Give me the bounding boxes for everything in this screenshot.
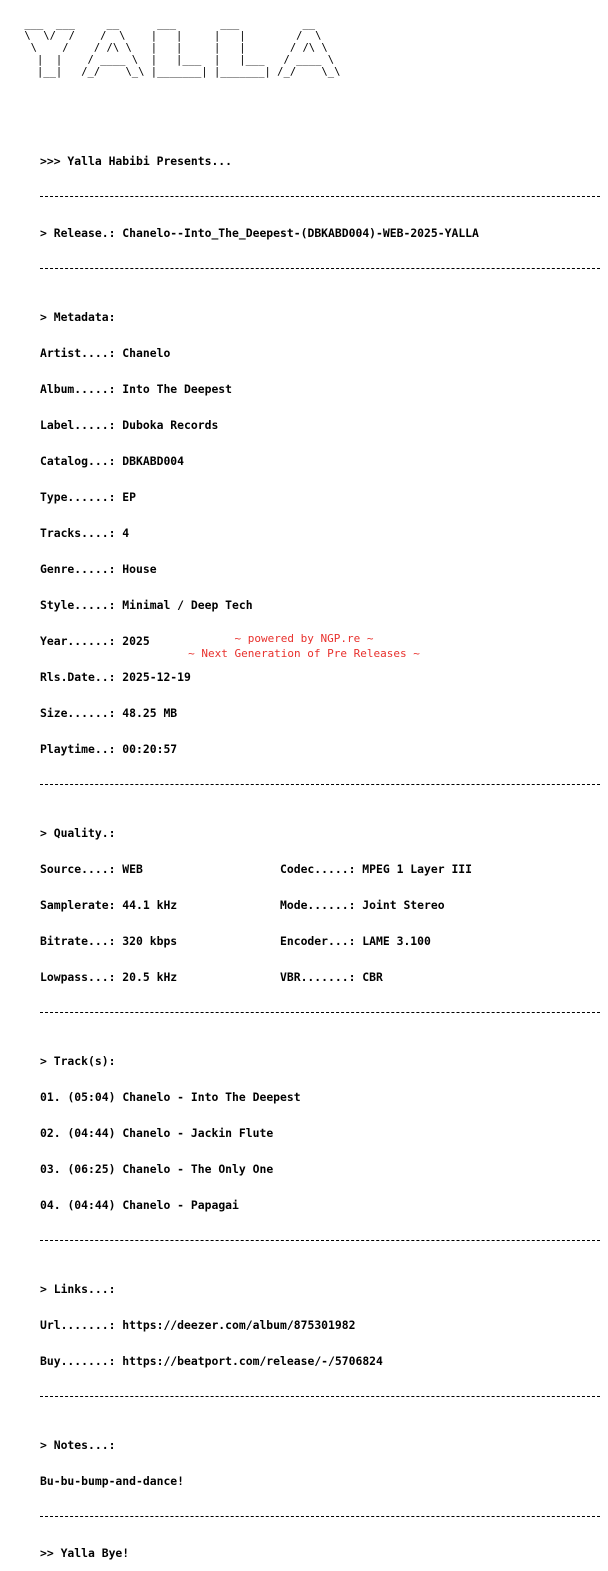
- quality-key: VBR.......:: [280, 970, 356, 984]
- footer-powered-by: ~ powered by NGP.re ~: [234, 632, 374, 645]
- metadata-value: EP: [122, 490, 137, 504]
- metadata-value: Minimal / Deep Tech: [122, 598, 253, 612]
- metadata-heading: > Metadata:: [40, 310, 116, 324]
- quality-key: Codec.....:: [280, 862, 356, 876]
- yalla-ascii-logo: ___ ___ __ ___ ___ __ \ \/ / / \ | | | | / \ \ / / /\ \ | | | | / /\ \ | | / ____ \ | |___ | |___ / ____ \ |__| /_/ \_\ |_______| |_______| /_/ \_\: [24, 18, 341, 78]
- beatport-url[interactable]: https://beatport.com/release/-/5706824: [122, 1354, 383, 1368]
- metadata-value: DBKABD004: [122, 454, 185, 468]
- quality-value: CBR: [362, 970, 383, 984]
- metadata-value: House: [122, 562, 157, 576]
- track-number: 01.: [40, 1090, 61, 1104]
- metadata-row: [40, 563, 479, 575]
- metadata-key: Tracks....:: [40, 526, 116, 540]
- track-title: Chanelo - Jackin Flute: [122, 1126, 274, 1140]
- quality-value: Joint Stereo: [362, 898, 445, 912]
- metadata-key: Type......:: [40, 490, 116, 504]
- quality-value: 44.1 kHz: [122, 898, 178, 912]
- separator: [40, 779, 479, 791]
- track-duration: (05:04): [67, 1090, 116, 1104]
- metadata-key: Style.....:: [40, 598, 116, 612]
- deezer-url[interactable]: https://deezer.com/album/875301982: [122, 1318, 356, 1332]
- quality-row: [40, 899, 479, 911]
- metadata-row: [40, 491, 479, 503]
- quality-row: [40, 971, 479, 983]
- track-row: [40, 1199, 479, 1211]
- quality-value: LAME 3.100: [362, 934, 431, 948]
- separator: [40, 191, 479, 203]
- metadata-value: Into The Deepest: [122, 382, 233, 396]
- metadata-row: [40, 743, 479, 755]
- metadata-value: 48.25 MB: [122, 706, 178, 720]
- metadata-value: Chanelo: [122, 346, 171, 360]
- link-row: [40, 1319, 479, 1331]
- metadata-key: Playtime..:: [40, 742, 116, 756]
- quality-row: [40, 863, 479, 875]
- metadata-value: 4: [122, 526, 130, 540]
- metadata-key: Album.....:: [40, 382, 116, 396]
- tracks-heading: > Track(s):: [40, 1054, 116, 1068]
- metadata-row: [40, 419, 479, 431]
- metadata-row: [40, 347, 479, 359]
- notes-text: Bu-bu-bump-and-dance!: [40, 1474, 185, 1488]
- quality-value: 320 kbps: [122, 934, 178, 948]
- link-row: [40, 1355, 479, 1367]
- outro-line: >> Yalla Bye!: [40, 1546, 130, 1560]
- quality-value: WEB: [122, 862, 143, 876]
- separator: [40, 1391, 479, 1403]
- metadata-row: [40, 707, 479, 719]
- quality-key: Bitrate...:: [40, 934, 116, 948]
- footer-tagline: ~ Next Generation of Pre Releases ~: [188, 647, 420, 660]
- metadata-key: Year......:: [40, 634, 116, 648]
- quality-heading: > Quality.:: [40, 826, 116, 840]
- metadata-key: Label.....:: [40, 418, 116, 432]
- metadata-value: Duboka Records: [122, 418, 219, 432]
- quality-key: Source....:: [40, 862, 116, 876]
- track-duration: (04:44): [67, 1198, 116, 1212]
- metadata-row: [40, 527, 479, 539]
- metadata-value: 2025: [122, 634, 150, 648]
- separator: [40, 1235, 479, 1247]
- link-key: Buy.......:: [40, 1354, 116, 1368]
- quality-value: MPEG 1 Layer III: [362, 862, 473, 876]
- nfo-text: [40, 131, 479, 1571]
- track-title: Chanelo - The Only One: [122, 1162, 274, 1176]
- metadata-key: Rls.Date..:: [40, 670, 116, 684]
- quality-key: Samplerate:: [40, 898, 116, 912]
- separator: [40, 1007, 479, 1019]
- track-row: [40, 1163, 479, 1175]
- separator: [40, 263, 479, 275]
- metadata-key: Genre.....:: [40, 562, 116, 576]
- link-key: Url.......:: [40, 1318, 116, 1332]
- notes-heading: > Notes...:: [40, 1438, 116, 1452]
- metadata-key: Catalog...:: [40, 454, 116, 468]
- track-row: [40, 1091, 479, 1103]
- release-label: > Release.:: [40, 226, 116, 240]
- quality-key: Lowpass...:: [40, 970, 116, 984]
- release-line: [40, 227, 479, 239]
- track-title: Chanelo - Into The Deepest: [122, 1090, 301, 1104]
- metadata-key: Artist....:: [40, 346, 116, 360]
- quality-key: Encoder...:: [280, 934, 356, 948]
- track-title: Chanelo - Papagai: [122, 1198, 239, 1212]
- intro-line: >>> Yalla Habibi Presents...: [40, 154, 233, 168]
- separator: [40, 1511, 479, 1523]
- track-number: 03.: [40, 1162, 61, 1176]
- metadata-value: 00:20:57: [122, 742, 178, 756]
- metadata-key: Size......:: [40, 706, 116, 720]
- release-name: Chanelo--Into_The_Deepest-(DBKABD004)-WEB-2025-YALLA: [122, 226, 479, 240]
- track-duration: (06:25): [67, 1162, 116, 1176]
- quality-row: [40, 935, 479, 947]
- metadata-row: [40, 455, 479, 467]
- quality-value: 20.5 kHz: [122, 970, 178, 984]
- metadata-row: [40, 383, 479, 395]
- track-duration: (04:44): [67, 1126, 116, 1140]
- track-number: 02.: [40, 1126, 61, 1140]
- quality-key: Mode......:: [280, 898, 356, 912]
- metadata-value: 2025-12-19: [122, 670, 191, 684]
- links-heading: > Links...:: [40, 1282, 116, 1296]
- metadata-row: [40, 671, 479, 683]
- track-row: [40, 1127, 479, 1139]
- track-number: 04.: [40, 1198, 61, 1212]
- metadata-row: [40, 599, 479, 611]
